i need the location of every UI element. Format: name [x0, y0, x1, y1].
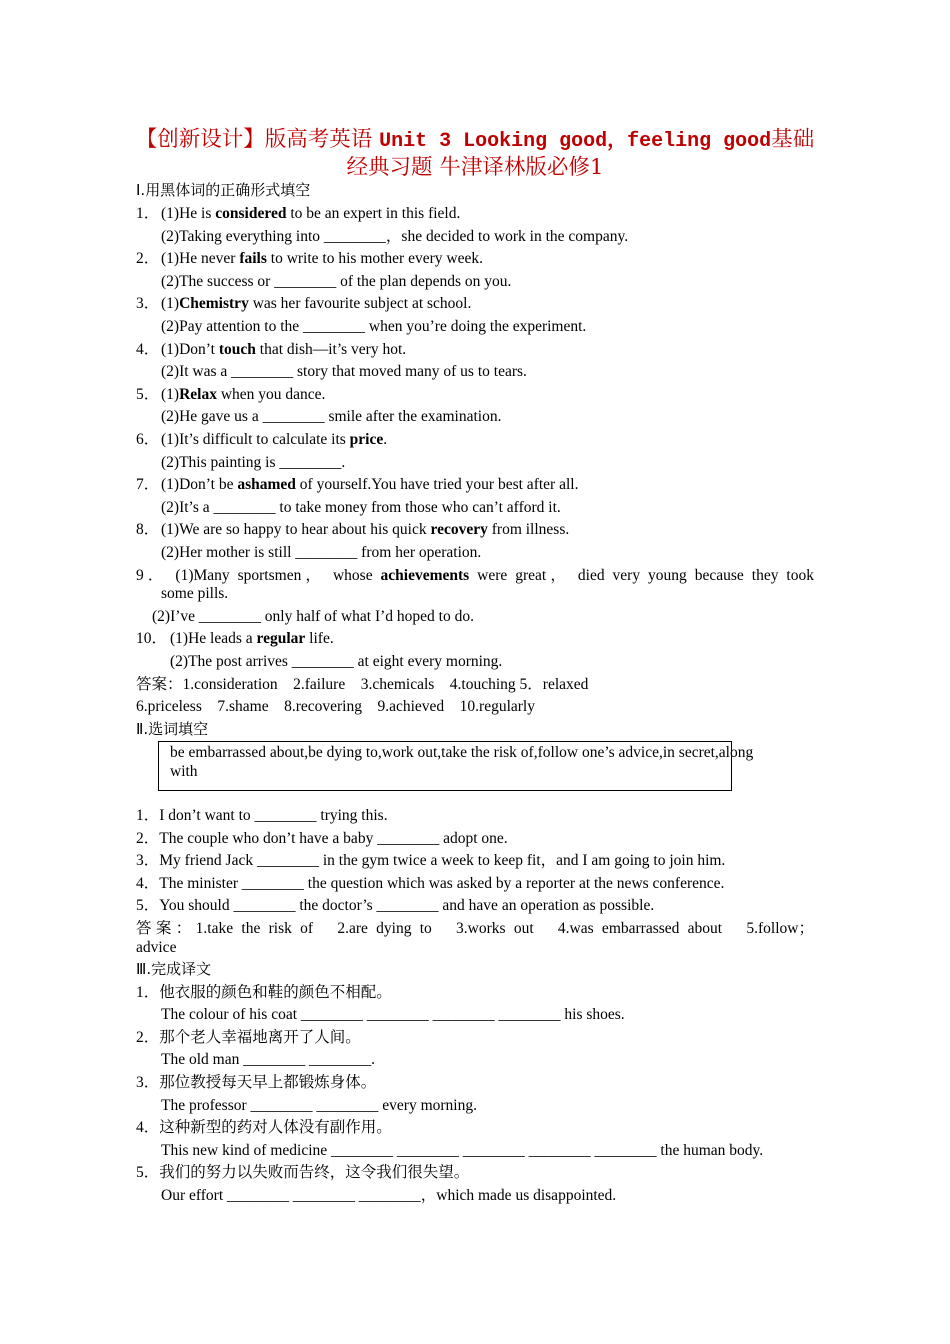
s1-item10-a: 10． (1)He leads a regular life.	[136, 630, 334, 647]
s2-answers-line1: 答案：1.take the risk of 2.are dying to 3.works out 4.was embarrassed about 5.follow；	[136, 920, 814, 937]
title-prefix: 【创新设计】版高考英语	[135, 127, 380, 152]
s1-item6-b: (2)This painting is ________.	[161, 454, 346, 471]
word-bank-line1: be embarrassed about,be dying to,work out,take the risk of,follow one’s advice,in secret,along	[170, 744, 754, 761]
section1-heading: Ⅰ.用黑体词的正确形式填空	[136, 181, 311, 199]
section2-heading: Ⅱ.选词填空	[136, 720, 209, 738]
s1-item5-b: (2)He gave us a ________ smile after the examination.	[161, 408, 502, 425]
s2-item3: 3．My friend Jack ________ in the gym twice a week to keep fit，and I am going to join him.	[136, 852, 726, 869]
s1-item7-b: (2)It’s a ________ to take money from those who can’t afford it.	[161, 499, 561, 516]
s1-item2-a: 2． (1)He never fails to write to his mother every week.	[136, 250, 483, 267]
s3-item1-en: The colour of his coat ________ ________ ________ ________ his shoes.	[161, 1006, 625, 1023]
word-bank-line2: with	[170, 763, 198, 780]
s1-item7-a: 7． (1)Don’t be ashamed of yourself.You have tried your best after all.	[136, 476, 579, 493]
s1-item8-a: 8． (1)We are so happy to hear about his quick recovery from illness.	[136, 521, 570, 538]
s1-item5-a: 5． (1)Relax when you dance.	[136, 386, 326, 403]
title-suffix: 基础	[771, 127, 815, 152]
s1-item4-a: 4． (1)Don’t touch that dish—it’s very hot.	[136, 341, 407, 358]
s1-item8-b: (2)Her mother is still ________ from her operation.	[161, 544, 482, 561]
s3-item5-cn: 5．我们的努力以失败而告终，这令我们很失望。	[136, 1164, 470, 1181]
title-unit: Unit 3 Looking good，feeling good	[379, 130, 772, 153]
s1-item3-b: (2)Pay attention to the ________ when you’re doing the experiment.	[161, 318, 587, 335]
s2-item4: 4．The minister ________ the question which was asked by a reporter at the news conference.	[136, 875, 725, 892]
s3-item4-en: This new kind of medicine ________ ________ ________ ________ ________ the human body.	[161, 1142, 764, 1159]
s2-item2: 2．The couple who don’t have a baby ________ adopt one.	[136, 830, 508, 847]
s1-item9-a: 9． (1)Many sportsmen， whose achievements were great， died very young because they took	[136, 567, 814, 584]
word-bank-text	[170, 743, 810, 781]
s2-item1: 1．I don’t want to ________ trying this.	[136, 807, 388, 824]
s3-item3-cn: 3．那位教授每天早上都锻炼身体。	[136, 1074, 377, 1091]
s1-item6-a: 6． (1)It’s difficult to calculate its price.	[136, 431, 388, 448]
title-line2: 经典习题 牛津译林版必修1	[346, 155, 604, 180]
s3-item2-en: The old man ________ ________.	[161, 1051, 375, 1068]
section3-heading: Ⅲ.完成译文	[136, 960, 212, 978]
s1-item4-b: (2)It was a ________ story that moved many of us to tears.	[161, 363, 527, 380]
s1-item2-b: (2)The success or ________ of the plan depends on you.	[161, 273, 512, 290]
s3-item1-cn: 1．他衣服的颜色和鞋的颜色不相配。	[136, 984, 392, 1001]
s1-item1-b: (2)Taking everything into ________，she decided to work in the company.	[161, 228, 629, 245]
s1-item3-a: 3． (1)Chemistry was her favourite subject at school.	[136, 295, 472, 312]
s1-item9-a-cont: some pills.	[161, 585, 229, 602]
s2-item5: 5．You should ________ the doctor’s ________ and have an operation as possible.	[136, 897, 655, 914]
s3-item3-en: The professor ________ ________ every morning.	[161, 1097, 477, 1114]
s3-item5-en: Our effort ________ ________ ________，which made us disappointed.	[161, 1187, 617, 1204]
page-title	[130, 127, 820, 181]
s1-item9-b: (2)I’ve ________ only half of what I’d hoped to do.	[152, 608, 474, 625]
s1-item1-a: 1． (1)He is considered to be an expert in this field.	[136, 205, 461, 222]
s3-item4-cn: 4．这种新型的药对人体没有副作用。	[136, 1119, 392, 1136]
s3-item2-cn: 2．那个老人幸福地离开了人间。	[136, 1029, 361, 1046]
s2-answers-line2: advice	[136, 939, 177, 956]
s1-answers-line1: 答案：1.consideration 2.failure 3.chemicals 4.touching 5．relaxed	[136, 676, 589, 693]
s1-item10-b: (2)The post arrives ________ at eight every morning.	[170, 653, 503, 670]
s1-answers-line2: 6.priceless 7.shame 8.recovering 9.achieved 10.regularly	[136, 698, 535, 715]
